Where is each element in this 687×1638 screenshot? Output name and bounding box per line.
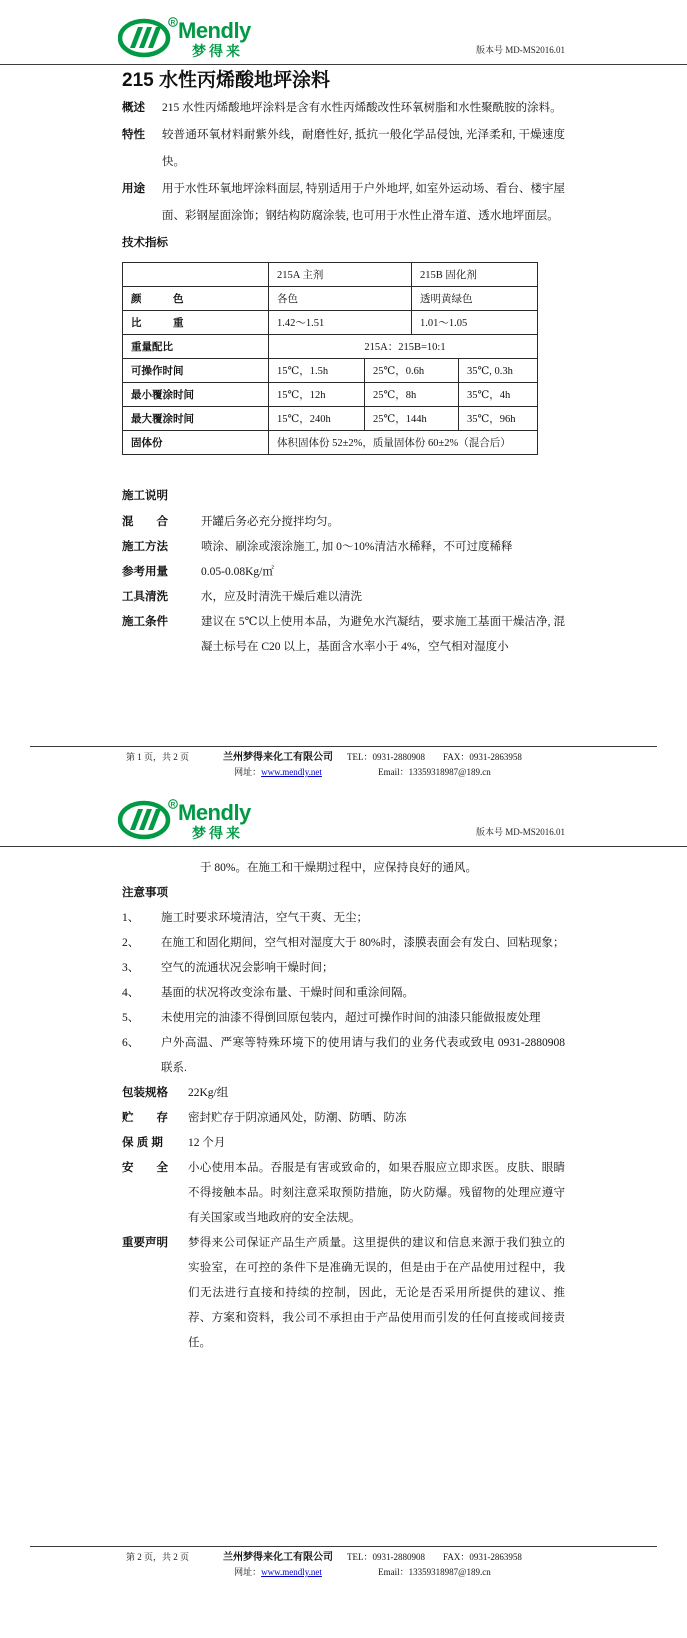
row-text: 水，应及时清洗干燥后难以清洗 [201, 591, 362, 603]
registered-trademark-icon [169, 800, 178, 809]
construction-row-mixing [122, 510, 565, 535]
note-text: 施工时要求环境清洁，空气干爽、无尘； [161, 912, 368, 924]
section-overview [122, 95, 565, 122]
info-row-safety [122, 1156, 565, 1231]
conditions-continuation-text: 于 80%。在施工和干燥期过程中，应保持良好的通风。 [200, 862, 477, 874]
note-number: 2、 [122, 937, 140, 949]
info-row-disclaimer [122, 1231, 565, 1356]
page-header [0, 0, 687, 64]
note-number: 3、 [122, 962, 140, 974]
row-label: 重量配比 [123, 335, 269, 359]
svg-text:R: R [170, 801, 176, 809]
row-text: 开罐后务必充分搅拌均匀。 [201, 516, 339, 528]
row-label: 固体份 [123, 431, 269, 455]
pot-life-25c: 25℃，0.6h [365, 359, 459, 383]
row-solids [123, 431, 538, 455]
section-text: 用于水性环氧地坪涂料面层, 特别适用于户外地坪, 如室外运动场、看台、楼宇屋面、彩钢屋面涂饰；钢结构防腐涂装, 也可用于水性止滑车道、透水地坪面层。 [162, 183, 565, 222]
svg-text:R: R [170, 19, 176, 27]
email-label: Email：13359318987@189.cn [378, 1567, 491, 1577]
datasheet-page-2 [0, 782, 687, 1638]
footer-contact-block [347, 750, 522, 780]
row-label: 最大覆涂时间 [123, 407, 269, 431]
info-row-packaging [122, 1081, 565, 1106]
company-name: 兰州梦得来化工有限公司 [223, 1552, 334, 1563]
row-label: 混 合 [122, 516, 168, 528]
note-item-2 [122, 931, 565, 956]
note-text: 基面的状况将改变涂布量、干燥时间和重涂间隔。 [161, 987, 414, 999]
max-recoat-15c: 15℃，240h [269, 407, 365, 431]
version-label: 版本号 MD-MS2016.01 [475, 827, 565, 837]
section-label: 特性 [122, 129, 145, 141]
row-mix-ratio [123, 335, 538, 359]
note-item-4 [122, 981, 565, 1006]
page-title: 215 水性丙烯酸地坪涂料 [122, 70, 330, 91]
tel-label: TEL：0931-2880908 [347, 752, 426, 762]
tech-indicators-table [122, 262, 538, 455]
company-name: 兰州梦得来化工有限公司 [223, 752, 334, 763]
row-label: 施工方法 [122, 541, 168, 553]
section-features [122, 122, 565, 176]
construction-row-tool-cleaning [122, 585, 565, 610]
row-text: 建议在 5℃以上使用本品，为避免水汽凝结，要求施工基面干燥洁净, 混凝土标号在 C20 以上，基面含水率小于 4%，空气相对湿度小 [201, 616, 565, 653]
tech-indicators-heading: 技术指标 [122, 237, 168, 249]
page-number: 第 1 页，共 2 页 [126, 752, 190, 762]
logo-emblem-icon [120, 803, 168, 837]
row-label: 参考用量 [122, 566, 168, 578]
mendly-logo [118, 14, 268, 60]
brand-wordmark-cn: 梦得来 [192, 43, 243, 59]
info-row-storage [122, 1106, 565, 1131]
note-text: 空气的流通状况会影响干燥时间； [161, 962, 334, 974]
row-label: 颜 色 [123, 287, 269, 311]
note-item-5 [122, 1006, 565, 1031]
row-label: 保 质 期 [122, 1137, 163, 1149]
note-number: 1、 [122, 912, 140, 924]
row-label: 包装规格 [122, 1087, 168, 1099]
min-recoat-25c: 25℃，8h [365, 383, 459, 407]
section-text: 215 水性丙烯酸地坪涂料是含有水性丙烯酸改性环氧树脂和水性聚酰胺的涂料。 [162, 102, 562, 114]
tel-fax-line [347, 750, 522, 765]
website-label: 网址： [234, 1567, 262, 1577]
website-link[interactable]: www.mendly.net [261, 1567, 322, 1577]
note-item-6 [122, 1031, 565, 1081]
max-recoat-25c: 25℃，144h [365, 407, 459, 431]
notes-heading: 注意事项 [122, 887, 168, 899]
solids-value: 体积固体份 52±2%，质量固体份 60±2%（混合后） [269, 431, 538, 455]
gravity-main-value: 1.42～1.51 [269, 311, 412, 335]
footer-contact-block [347, 1550, 522, 1580]
tel-fax-line [347, 1550, 522, 1565]
version-label: 版本号 MD-MS2016.01 [475, 45, 565, 55]
registered-trademark-icon [169, 18, 178, 27]
header-rule [0, 846, 687, 847]
section-text: 较普通环氧材料耐紫外线，耐磨性好, 抵抗一般化学品侵蚀, 光泽柔和, 干燥速度快。 [162, 129, 565, 168]
datasheet-page-1 [0, 0, 687, 782]
color-main-value: 各色 [269, 287, 412, 311]
fax-label: FAX：0931-2863958 [443, 1552, 522, 1562]
row-text: 喷涂、刷涂或滚涂施工, 加 0～10%清洁水稀释，不可过度稀释 [201, 541, 513, 553]
gravity-hardener-value: 1.01～1.05 [412, 311, 538, 335]
note-item-1 [122, 906, 565, 931]
page-footer [30, 1546, 657, 1580]
row-color [123, 287, 538, 311]
note-text: 在施工和固化期间，空气相对湿度大于 80%时，漆膜表面会有发白、回粘现象； [161, 937, 565, 949]
tel-label: TEL：0931-2880908 [347, 1552, 426, 1562]
pot-life-35c: 35℃, 0.3h [459, 359, 538, 383]
mendly-logo [118, 796, 268, 842]
brand-wordmark: Mendly [178, 800, 251, 825]
section-label: 用途 [122, 183, 145, 195]
website-link[interactable]: www.mendly.net [261, 767, 322, 777]
section-label: 概述 [122, 102, 145, 114]
page-number: 第 2 页，共 2 页 [126, 1552, 190, 1562]
row-text: 密封贮存于阴凉通风处，防潮、防晒、防冻 [188, 1112, 407, 1124]
row-label: 比 重 [123, 311, 269, 335]
min-recoat-15c: 15℃，12h [269, 383, 365, 407]
row-label: 施工条件 [122, 616, 168, 628]
note-number: 5、 [122, 1012, 140, 1024]
row-label: 最小覆涂时间 [123, 383, 269, 407]
row-label: 可操作时间 [123, 359, 269, 383]
color-hardener-value: 透明黄绿色 [412, 287, 538, 311]
note-number: 4、 [122, 987, 140, 999]
row-label: 工具清洗 [122, 591, 168, 603]
row-min-recoat [123, 383, 538, 407]
note-text: 户外高温、严寒等特殊环境下的使用请与我们的业务代表或致电 0931-2880908 联系. [161, 1037, 565, 1074]
footer-company-block [223, 750, 333, 780]
row-text: 12 个月 [188, 1137, 226, 1149]
min-recoat-35c: 35℃，4h [459, 383, 538, 407]
logo-emblem-icon [120, 21, 168, 55]
row-pot-life [123, 359, 538, 383]
construction-row-conditions [122, 610, 565, 660]
col-header-main-agent: 215A 主剂 [269, 263, 412, 287]
row-specific-gravity [123, 311, 538, 335]
website-line [223, 765, 333, 780]
header-rule [0, 64, 687, 65]
note-text: 未使用完的油漆不得倒回原包装内，超过可操作时间的油漆只能做报废处理 [161, 1012, 541, 1024]
row-label: 重要声明 [122, 1237, 168, 1249]
col-header-hardener: 215B 固化剂 [412, 263, 538, 287]
website-label: 网址： [234, 767, 262, 777]
pot-life-15c: 15℃，1.5h [269, 359, 365, 383]
page-footer [30, 746, 657, 780]
row-label: 贮 存 [122, 1112, 168, 1124]
max-recoat-35c: 35℃，96h [459, 407, 538, 431]
section-uses [122, 176, 565, 230]
row-label: 安 全 [122, 1162, 168, 1174]
row-text: 0.05-0.08Kg/㎡ [201, 566, 274, 578]
note-number: 6、 [122, 1037, 140, 1049]
mix-ratio-value: 215A：215B=10:1 [269, 335, 538, 359]
info-row-shelf-life [122, 1131, 565, 1156]
note-item-3 [122, 956, 565, 981]
row-text: 梦得来公司保证产品生产质量。这里提供的建议和信息来源于我们独立的实验室，在可控的条件下是准确无误的，但是由于在产品使用过程中，我们无法进行直接和持续的控制，因此，无论是否采用所提供的建议、推荐、方案和资料，我公司不承担由于产品使用而引发的任何直接或间接责任。 [188, 1237, 565, 1349]
table-corner-cell [123, 263, 269, 287]
email-label: Email：13359318987@189.cn [378, 767, 491, 777]
construction-heading: 施工说明 [122, 490, 168, 502]
page-header [0, 782, 687, 846]
website-line [223, 1565, 333, 1580]
row-max-recoat [123, 407, 538, 431]
row-text: 小心使用本品。吞服是有害或致命的，如果吞服应立即求医。皮肤、眼睛不得接触本品。时刻注意采取预防措施，防火防爆。残留物的处理应遵守有关国家或当地政府的安全法规。 [188, 1162, 565, 1224]
fax-label: FAX：0931-2863958 [443, 752, 522, 762]
brand-wordmark-cn: 梦得来 [192, 825, 243, 841]
construction-row-method [122, 535, 565, 560]
construction-row-consumption [122, 560, 565, 585]
row-text: 22Kg/组 [188, 1087, 229, 1099]
table-header-row [123, 263, 538, 287]
footer-company-block [223, 1550, 333, 1580]
brand-wordmark: Mendly [178, 18, 251, 43]
